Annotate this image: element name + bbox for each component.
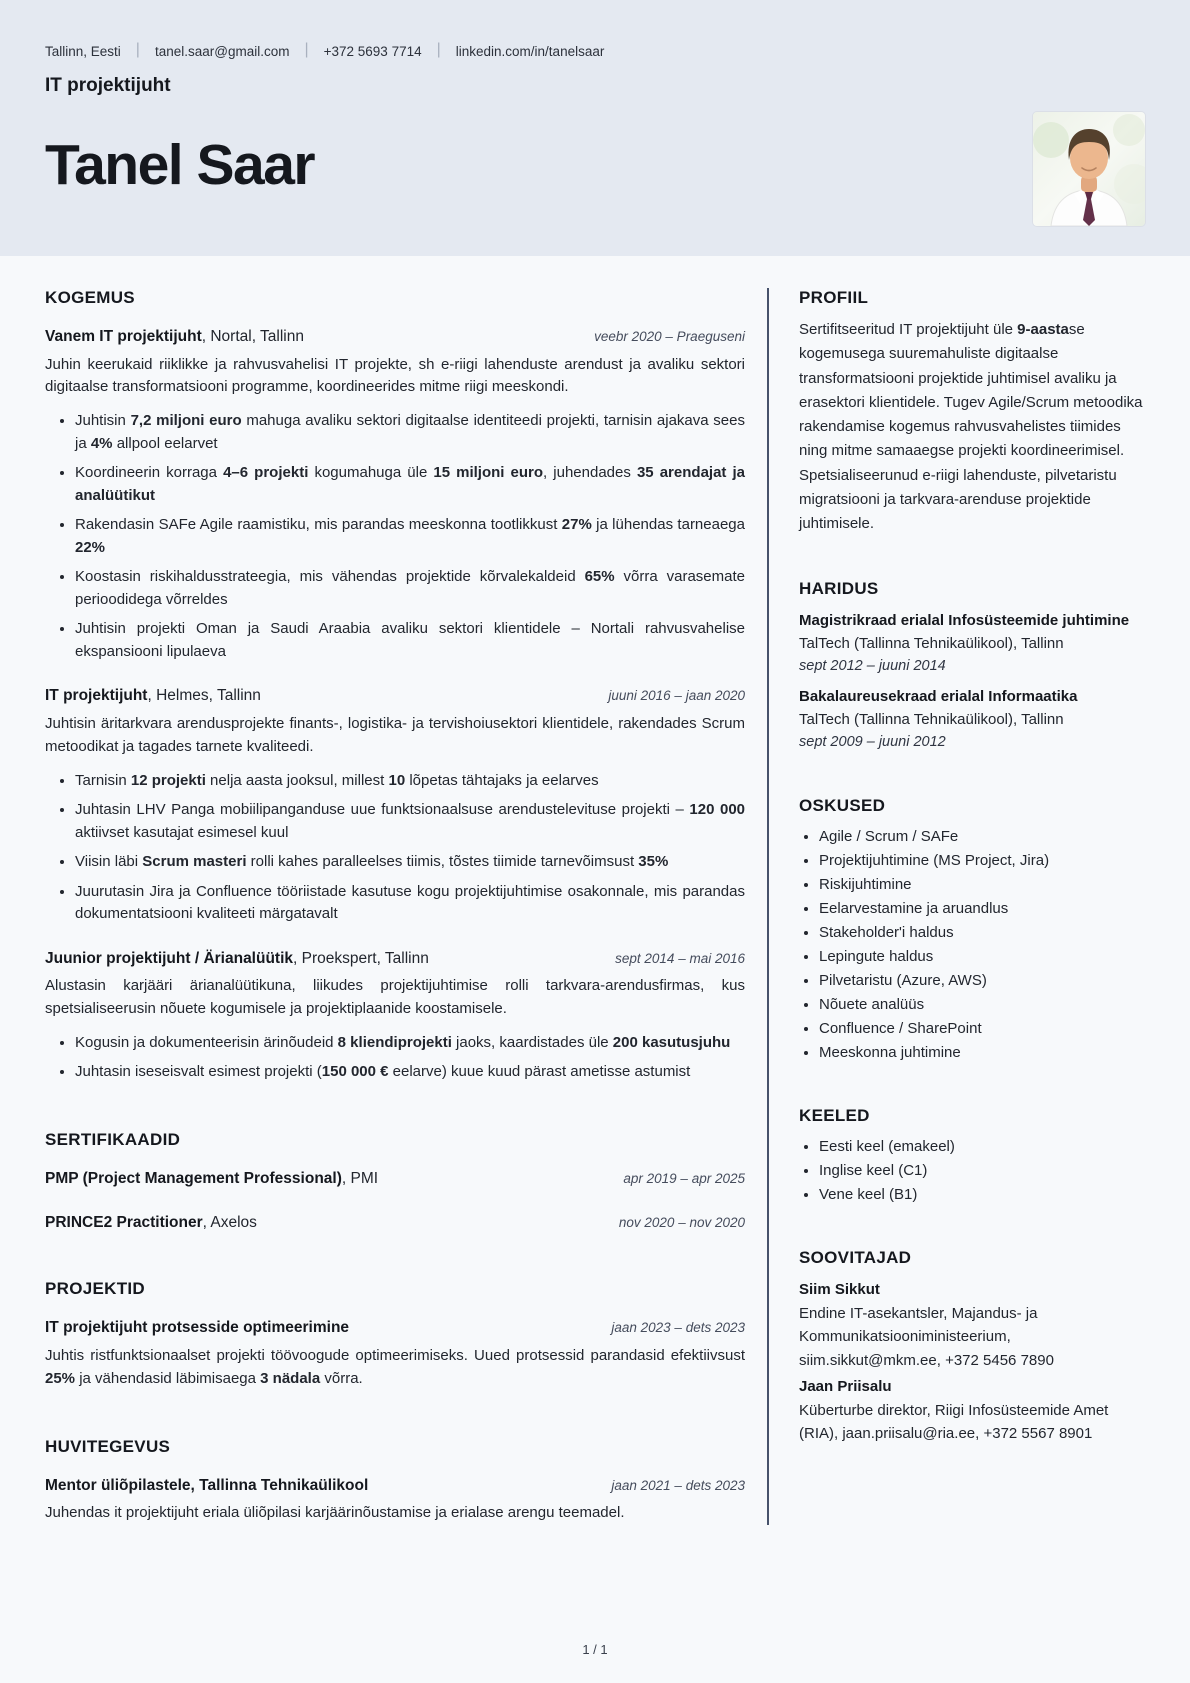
bullet-list bbox=[45, 410, 745, 663]
section-projektid bbox=[45, 1279, 745, 1390]
entry bbox=[45, 1475, 745, 1525]
list-item: • Nõuete analüüs bbox=[819, 994, 1145, 1016]
entry-date: juuni 2016 – jaan 2020 bbox=[608, 688, 745, 704]
entry bbox=[45, 1168, 745, 1190]
section-heading: PROFIIL bbox=[799, 288, 869, 307]
entry-header bbox=[45, 685, 745, 707]
education-period: sept 2009 – juuni 2012 bbox=[799, 734, 946, 751]
list-item: • Meeskonna juhtimine bbox=[819, 1042, 1145, 1064]
bullet-item: • Tarnisin 12 projekti nelja aasta jooksul, millest 10 lõpetas tähtajaks ja eelarves bbox=[75, 770, 745, 793]
entry-summary: Juhtis ristfunktsionaalset projekti töövoogude optimeerimiseks. Uued protsessid parandasid efektiivsust 25% ja vähendasid läbimisaega 3 nädala võrra. bbox=[45, 1346, 745, 1387]
keeled-list bbox=[799, 1136, 1145, 1206]
entry-title: PRINCE2 Practitioner, Axelos bbox=[45, 1213, 257, 1231]
section-keeled bbox=[799, 1106, 1145, 1206]
entry-summary: Juhendas it projektijuht eriala üliõpilasi karjäärinõustamise ja erialase arengu teemadel. bbox=[45, 1504, 625, 1522]
bullet-item: • Koostasin riskihaldusstrateegia, mis vähendas projektide kõrvalekaldeid 65% võrra varasemate perioodidega võrreldes bbox=[75, 566, 745, 611]
list-item: • Riskijuhtimine bbox=[819, 874, 1145, 896]
section-heading: HUVITEGEVUS bbox=[45, 1436, 171, 1456]
section-soovitajad bbox=[799, 1248, 1145, 1445]
contact-separator: | bbox=[304, 41, 309, 58]
entry-header bbox=[45, 948, 745, 970]
profile-text: Sertifitseeritud IT projektijuht üle 9-aastase kogemusega suuremahuliste digitaalse transformatsiooni projektide juhtimisel avaliku ja erasektori klientidele. Tugev Agile/Scrum metoodika rakendamise kogemus rahvusvahelistes tiimides ning mitme samaaegse projekti koordineerimisel. Spetsialiseerunud e-riigi lahenduste, pilvetaristu migratsiooni ja tarkvara-arenduse projektide juhtimisele. bbox=[799, 321, 1143, 533]
section-oskused bbox=[799, 796, 1145, 1064]
entry-date: sept 2014 – mai 2016 bbox=[615, 950, 745, 966]
entry-date: nov 2020 – nov 2020 bbox=[618, 1214, 745, 1230]
content-area bbox=[0, 256, 1190, 1525]
bullet-item: • Juhtasin LHV Panga mobiilipanganduse uue funktsionaalsuse arendustelevituse projekti – 120 000 aktiivset kasutajat esimesel kuul bbox=[75, 799, 745, 844]
entry bbox=[45, 1317, 745, 1390]
entry-header bbox=[45, 326, 745, 348]
list-item: • Stakeholder'i haldus bbox=[819, 922, 1145, 944]
reference-entry bbox=[799, 1375, 1145, 1446]
entry-date: apr 2019 – apr 2025 bbox=[623, 1170, 745, 1186]
entry-header bbox=[45, 1317, 745, 1339]
right-column bbox=[799, 288, 1145, 1525]
entry-date: veebr 2020 – Praeguseni bbox=[594, 329, 745, 344]
list-item: • Eesti keel (emakeel) bbox=[819, 1136, 1145, 1158]
entry-header bbox=[45, 1168, 745, 1190]
reference-name: Jaan Priisalu bbox=[799, 1377, 892, 1395]
entry-title: IT projektijuht, Helmes, Tallinn bbox=[45, 687, 261, 705]
header-name: Tanel Saar bbox=[45, 133, 315, 197]
section-haridus bbox=[799, 579, 1145, 754]
list-item: • Confluence / SharePoint bbox=[819, 1018, 1145, 1040]
entry bbox=[45, 326, 745, 663]
profile-photo-image bbox=[1033, 112, 1145, 226]
entry-title: IT projektijuht protsesside optimeerimine bbox=[45, 1319, 350, 1337]
section-heading: OSKUSED bbox=[799, 795, 886, 815]
education-degree: Magistrikraad erialal Infosüsteemide juhtimine bbox=[799, 611, 1130, 629]
list-item: • Vene keel (B1) bbox=[819, 1184, 1145, 1206]
entry-header bbox=[45, 1212, 745, 1234]
bullet-item: • Juurutasin Jira ja Confluence tööriistade kasutuse kogu projektijuhtimise osakonnale, mis parandas dokumentatsiooni kvaliteeti märgatavalt bbox=[75, 881, 745, 926]
list-item: • Inglise keel (C1) bbox=[819, 1160, 1145, 1182]
entry-title: Mentor üliõpilastele, Tallinna Tehnikaülikool bbox=[45, 1476, 369, 1494]
contact-bar bbox=[45, 42, 1145, 60]
education-degree: Bakalaureusekraad erialal Informaatika bbox=[799, 687, 1078, 705]
reference-details: Endine IT-asekantsler, Majandus- ja Kommunikatsiooniministeerium, siim.sikkut@mkm.ee, +372 5456 7890 bbox=[799, 1305, 1054, 1369]
education-entry bbox=[799, 609, 1145, 678]
list-item: • Lepingute haldus bbox=[819, 946, 1145, 968]
section-sertifikaadid bbox=[45, 1130, 745, 1233]
education-period: sept 2012 – juuni 2014 bbox=[799, 658, 946, 675]
entry-summary: Juhtisin äritarkvara arendusprojekte finants-, logistika- ja tervishoiusektori klientidele, rakendades Scrum metoodikat ja tagades tarnete kvaliteedi. bbox=[45, 714, 745, 755]
contact-item: tanel.saar@gmail.com bbox=[154, 43, 290, 59]
bullet-item: • Rakendasin SAFe Agile raamistiku, mis parandas meeskonna tootlikkust 27% ja lühendas tarneaega 22% bbox=[75, 514, 745, 559]
section-huvitegevus bbox=[45, 1437, 745, 1525]
contact-item: +372 5693 7714 bbox=[323, 43, 422, 59]
entry-summary: Juhin keerukaid riiklikke ja rahvusvahelisi IT projekte, sh e-riigi lahenduste arendust ja avaliku sektori digitaalse transformatsiooni programme, koordineerides mitme riigi meeskondi. bbox=[45, 355, 745, 396]
contact-separator: | bbox=[135, 41, 140, 58]
bullet-list bbox=[45, 770, 745, 926]
bullet-item: • Koordineerin korraga 4–6 projekti kogumahuga üle 15 miljoni euro, juhendades 35 arendajat ja analüütikut bbox=[75, 462, 745, 507]
contact-separator: | bbox=[436, 41, 441, 58]
column-divider bbox=[767, 288, 769, 1525]
list-item: • Pilvetaristu (Azure, AWS) bbox=[819, 970, 1145, 992]
entry bbox=[45, 1212, 745, 1234]
list-item: • Eelarvestamine ja aruandlus bbox=[819, 898, 1145, 920]
section-kogemus bbox=[45, 288, 745, 1084]
list-item: • Agile / Scrum / SAFe bbox=[819, 826, 1145, 848]
entry-title: Vanem IT projektijuht, Nortal, Tallinn bbox=[45, 328, 304, 345]
resume-header bbox=[0, 0, 1190, 256]
education-school: TalTech (Tallinna Tehnikaülikool), Tallinn bbox=[799, 634, 1064, 652]
reference-name: Siim Sikkut bbox=[799, 1281, 880, 1299]
bullet-item: • Juhtasin iseseisvalt esimest projekti (150 000 € eelarve) kuue kuud pärast ametisse astumist bbox=[75, 1061, 745, 1084]
left-column bbox=[45, 288, 745, 1525]
bullet-item: • Juhtisin 7,2 miljoni euro mahuga avaliku sektori digitaalse identiteedi projekti, tarnisin ajakava sees ja 4% allpool eelarvet bbox=[75, 410, 745, 455]
bullet-item: • Viisin läbi Scrum masteri rolli kahes paralleelses tiimis, tõstes tiimide tarnevõimsust 35% bbox=[75, 851, 745, 874]
entry-header bbox=[45, 1475, 745, 1497]
oskused-list bbox=[799, 826, 1145, 1064]
section-heading: SERTIFIKAADID bbox=[45, 1129, 181, 1149]
entry-title: Juunior projektijuht / Ärianalüütik, Proekspert, Tallinn bbox=[45, 949, 429, 967]
entry-title: PMP (Project Management Professional), PMI bbox=[45, 1169, 379, 1187]
entry-date: jaan 2021 – dets 2023 bbox=[611, 1477, 745, 1493]
header-role: IT projektijuht bbox=[45, 75, 171, 96]
section-profiil bbox=[799, 288, 1145, 537]
section-heading: KEELED bbox=[799, 1106, 870, 1126]
section-heading: HARIDUS bbox=[799, 578, 879, 598]
profile-photo bbox=[1033, 112, 1145, 226]
contact-item: linkedin.com/in/tanelsaar bbox=[455, 43, 605, 59]
education-entry bbox=[799, 685, 1145, 754]
education-school: TalTech (Tallinna Tehnikaülikool), Tallinn bbox=[799, 710, 1064, 728]
entry-summary: Alustasin karjääri ärianalüütikuna, liikudes projektijuhtimise rolli tarkvara-arendusfirmas, kus spetsialiseerusin nõuete kogumisele ja projektiplaanide koostamisele. bbox=[45, 977, 745, 1018]
reference-details: Küberturbe direktor, Riigi Infosüsteemide Amet (RIA), jaan.priisalu@ria.ee, +372 5567 8901 bbox=[799, 1401, 1109, 1443]
section-heading: SOOVITAJAD bbox=[799, 1248, 912, 1268]
bullet-list bbox=[45, 1032, 745, 1084]
reference-entry bbox=[799, 1278, 1145, 1372]
list-item: • Projektijuhtimine (MS Project, Jira) bbox=[819, 850, 1145, 872]
page-indicator: 1 / 1 bbox=[582, 1642, 608, 1657]
entry-date: jaan 2023 – dets 2023 bbox=[611, 1320, 745, 1336]
contact-item: Tallinn, Eesti bbox=[45, 43, 121, 59]
entry bbox=[45, 948, 745, 1084]
section-heading: KOGEMUS bbox=[45, 288, 135, 307]
entry bbox=[45, 685, 745, 925]
bullet-item: • Kogusin ja dokumenteerisin ärinõudeid 8 kliendiprojekti jaoks, kaardistades üle 200 kasutusjuhu bbox=[75, 1032, 745, 1055]
bullet-item: • Juhtisin projekti Oman ja Saudi Araabia avaliku sektori klientidele – Nortali rahvusvahelise ekspansiooni lipulaeva bbox=[75, 618, 745, 663]
section-heading: PROJEKTID bbox=[45, 1279, 145, 1299]
